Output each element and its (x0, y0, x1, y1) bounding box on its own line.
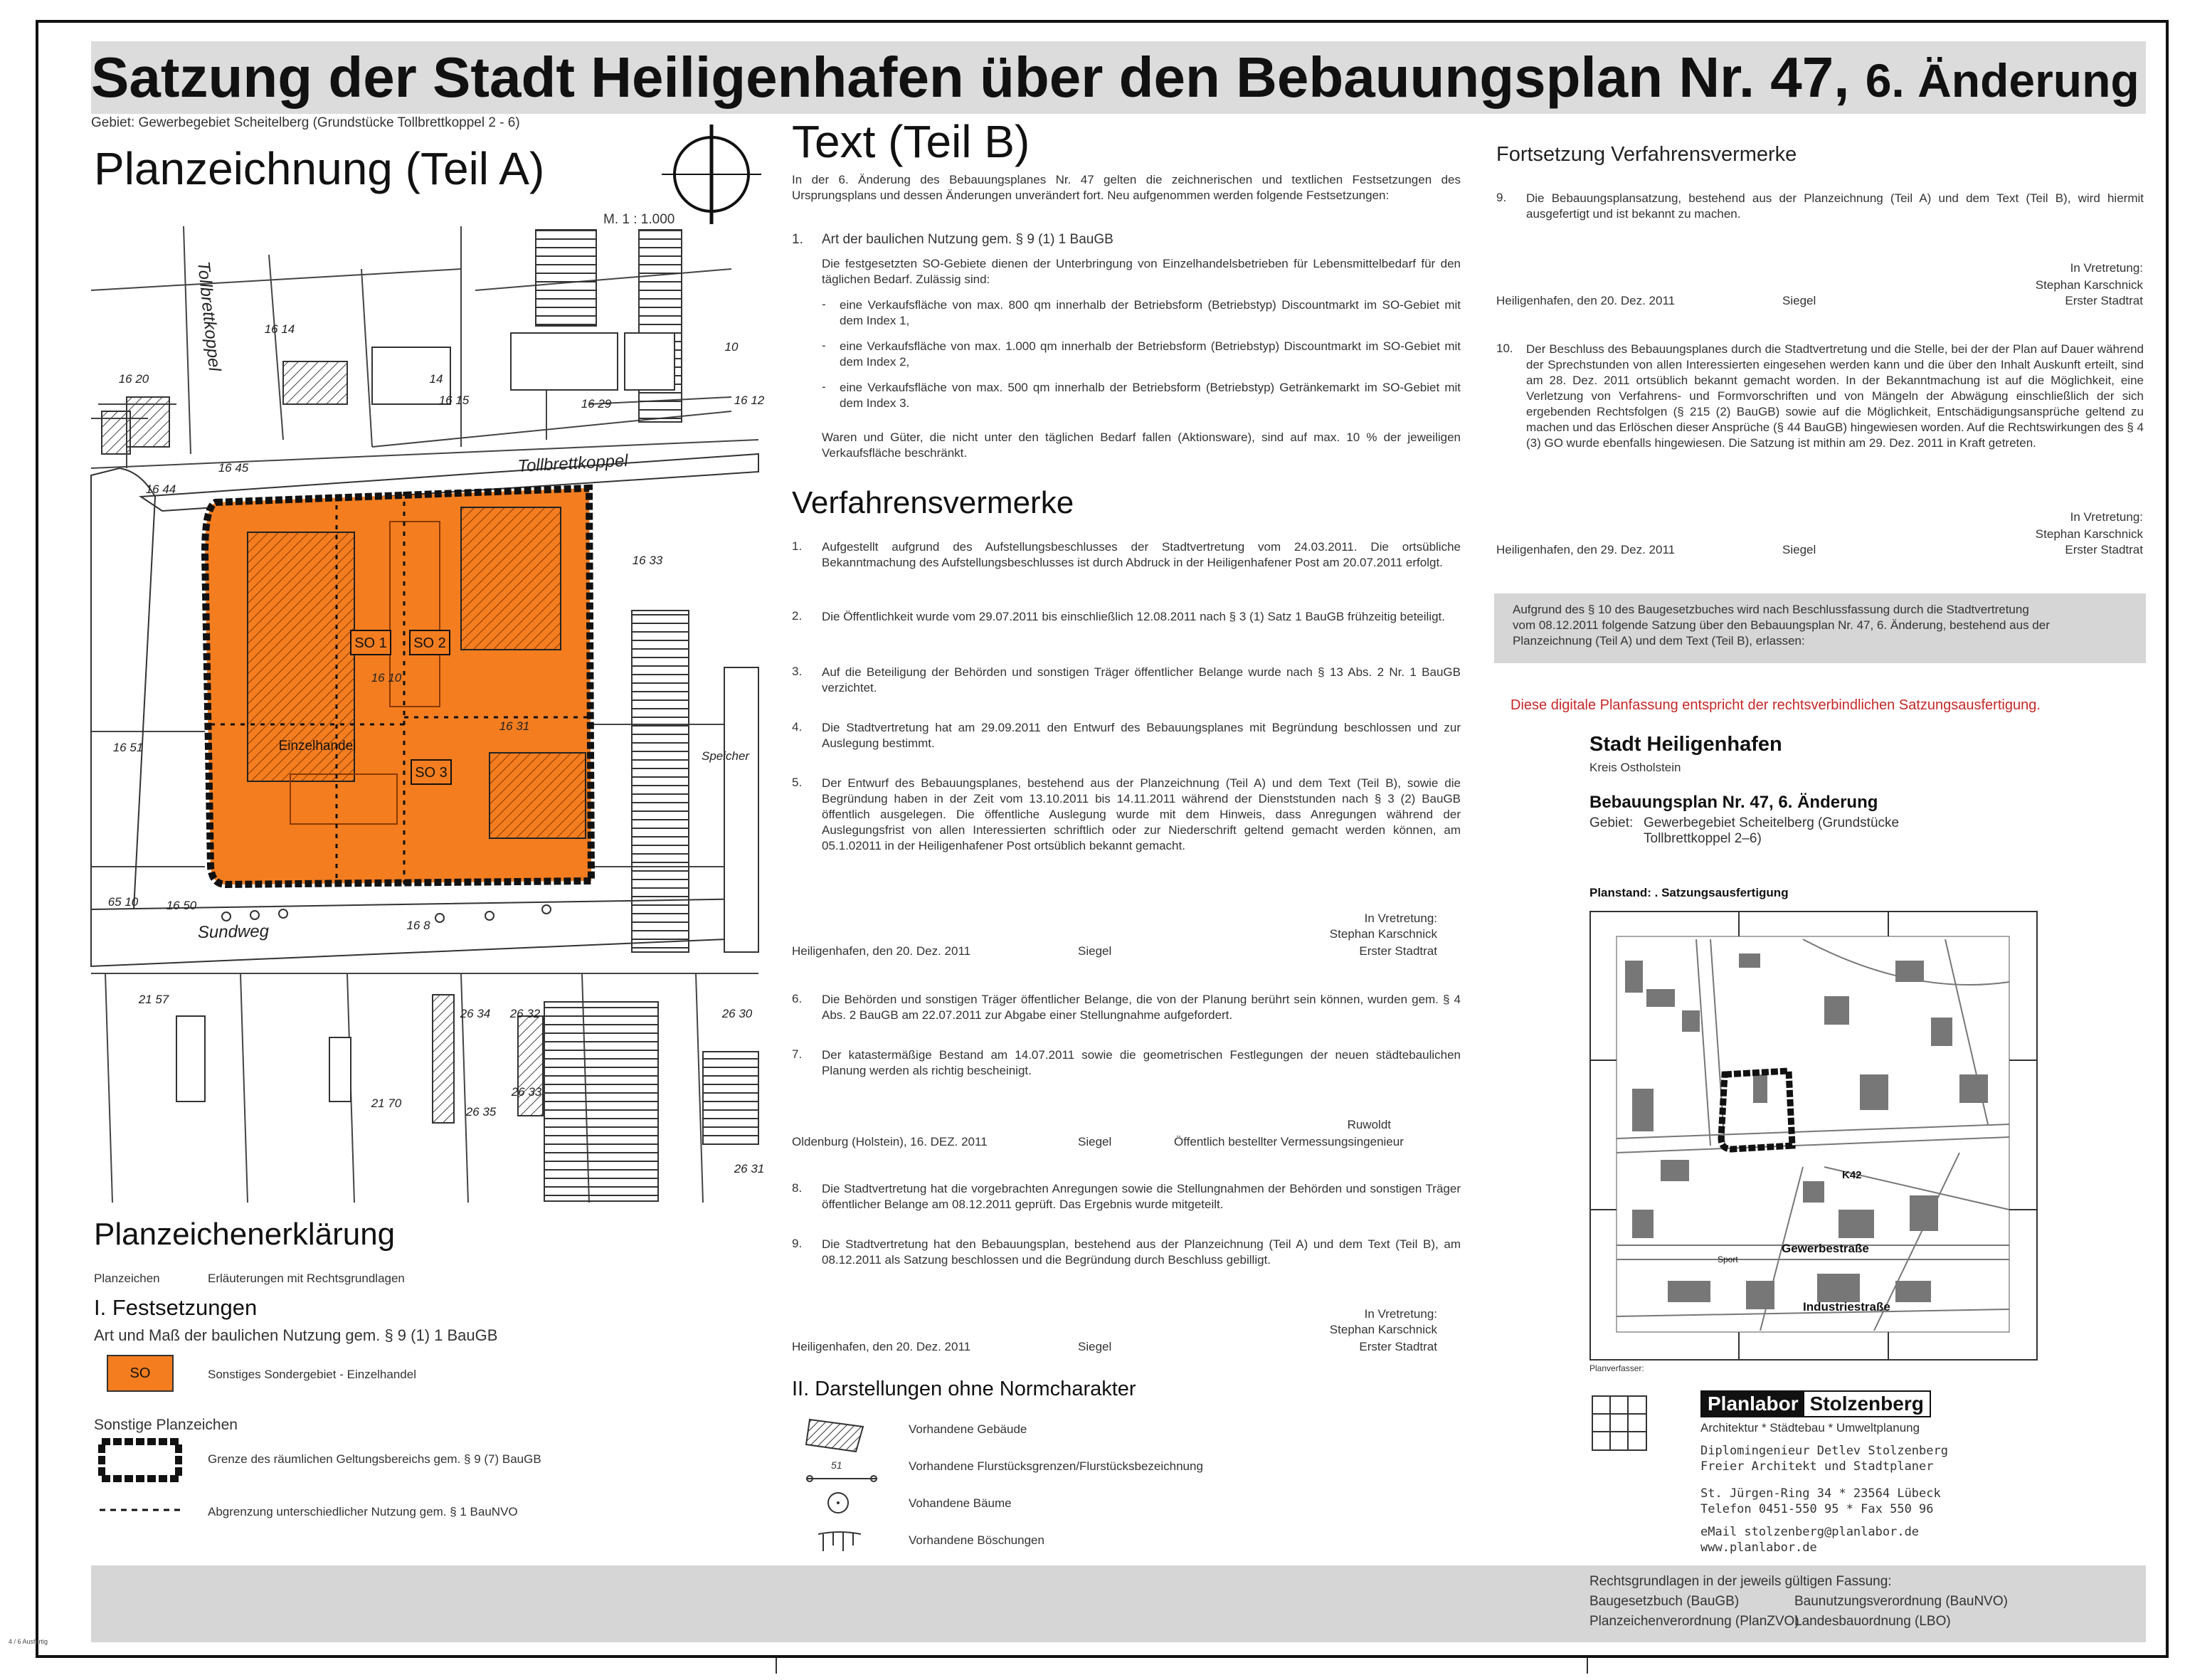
sig3-rep3: Erster Stadtrat (1359, 1340, 1437, 1353)
area-subtitle: Gebiet: Gewerbegebiet Scheitelberg (Grundstücke Tollbrettkoppel 2 - 6) (91, 115, 520, 130)
sig-b-rep3: Erster Stadtrat (2065, 543, 2143, 556)
fortsetzung-num: 9. (1496, 191, 1507, 204)
preamble-text: Aufgrund des § 10 des Baugesetzbuches wird nach Beschlussfassung durch die Stadtvertretung vom 08.12.2011 folgende Satzung über den Bebauungsplan Nr. 47, 6. Änderung, bestehend aus der Planzeichnung (Teil A) und dem Text (Teil B), erlassen: (1513, 603, 2050, 648)
fortsetzung-num: 10. (1496, 342, 1513, 355)
tb-area-text: Gewerbegebiet Scheitelberg (Grundstücke Tollbrettkoppel 2–6) (1644, 815, 1900, 846)
parcel-label: 16 15 (438, 393, 470, 407)
parcel-boundary-icon (803, 1452, 881, 1487)
parcel-label: 16 31 (499, 719, 530, 733)
verfahren-item: Aufgestellt aufgrund des Aufstellungsbeschlusses der Stadtvertretung vom 24.03.2011. Die ortsübliche Bekanntmachung des Aufstellungsbeschlusses ist durch Abdruck in der Heiligenhafener Post am 20.07.2011 erfolgt. (822, 540, 1461, 569)
text-b-heading: Text (Teil B) (792, 116, 1030, 167)
parcel-label: 14 (429, 372, 443, 386)
verfahren-num: 7. (792, 1047, 803, 1061)
sig-a-seal: Siegel (1782, 294, 1816, 307)
parcel-label: 16 33 (632, 554, 663, 567)
legend-subsection: Art und Maß der baulichen Nutzung gem. § 9 (1) 1 BauGB (94, 1326, 498, 1344)
overview-map (1589, 911, 2038, 1361)
verfahren-num: 1. (792, 539, 803, 553)
verfahren-item: Auf die Beteiligung der Behörden und sonstigen Träger öffentlicher Belange wurde nach § 13 Abs. 2 Nr. 1 BauGB verzichtet. (822, 665, 1461, 694)
parcel-symbol-number: 51 (831, 1459, 842, 1471)
slope-icon (815, 1528, 864, 1554)
fortsetzung-item10: Der Beschluss des Bebauungsplanes durch die Stadtvertretung und die Stelle, bei der der Plan auf Dauer während der Sprechstunden von allen Interessierten eingesehen werden kann und die über den Inhalt Auskunft erteilt, sind am 28. Dez. 2011 ortsüblich bekannt gemacht worden. In der Bekanntmachung ist auf die Möglichkeit, eine Verletzung von Verfahrens- und Formvorschriften und von Mängeln der Abwägung einschließlich der sich ergebenden Rechtsfolgen (§ 215 (2) BauGB) sowie auf die Möglichkeit, Entschädigungsansprüche geltend zu machen und das Erlöschen dieser Ansprüche (§ 44 BauGB) hingewiesen worden. Auf die Rechtswirkungen des § 4 (3) GO wurde ebenfalls hingewiesen. Die Satzung ist mithin am 29. Dez. 2011 in Kraft getreten. (1526, 342, 2144, 450)
verfahren-item: Die Stadtvertretung hat den Bebauungsplan, bestehend aus der Planzeichnung (Teil A) und dem Text (Teil B), am 08.12.2011 als Satzung beschlossen und die Begründung durch Beschluss gebilligt. (822, 1237, 1461, 1267)
sig-b-place: Heiligenhafen, den 29. Dez. 2011 (1496, 543, 1676, 556)
parcel-label: 26 34 (460, 1007, 491, 1020)
tb-area-label: Gebiet: (1589, 815, 1634, 830)
text-b-bullet: eine Verkaufsfläche von max. 500 qm innerhalb der Betriebsform (Betriebstyp) Getränkemarkt im SO-Gebiet mit dem Index 3. (840, 381, 1461, 410)
street-tollbrettkoppel-vertical: Tollbrettkoppel (194, 260, 225, 372)
zone-label-einzelhandel: Einzelhandel (278, 739, 356, 754)
legend-col-planzeichen: Planzeichen (94, 1272, 160, 1285)
sig3-rep1: In Vretretung: (1364, 1307, 1437, 1321)
fold-mark (1587, 1658, 1588, 1674)
zone-label-so1: SO 1 (354, 635, 387, 651)
parcel-label: 21 70 (371, 1097, 402, 1110)
parcel-label: 26 33 (511, 1085, 542, 1099)
parcel-label: 16 20 (118, 372, 149, 386)
zone-label-so3: SO 3 (415, 765, 448, 781)
firm-logo-left: Planlabor (1702, 1392, 1804, 1416)
verfahren-num: 8. (792, 1181, 803, 1195)
sig3-rep2: Stephan Karschnick (1329, 1323, 1437, 1336)
plan-scale: M. 1 : 1.000 (603, 212, 675, 227)
division-line-icon (96, 1503, 185, 1517)
tb-district: Kreis Ostholstein (1589, 761, 1681, 774)
verfahren-item: Die Behörden und sonstigen Träger öffentlicher Belange, die von der Planung berührt sein können, wurden gem. § 4 Abs. 2 BauGB am 22.07.2011 zur Abgabe einer Stellungnahme aufgefordert. (822, 993, 1461, 1022)
verfahren-heading: Verfahrensvermerke (792, 485, 1074, 520)
firm-logo-right: Stolzenberg (1804, 1392, 1930, 1416)
verfahren-num: 3. (792, 665, 803, 678)
fold-mark (776, 1658, 777, 1674)
firm-tagline: Architektur * Städtebau * Umweltplanung (1700, 1421, 1920, 1435)
legend-heading: Planzeichenerklärung (94, 1217, 396, 1252)
firm-person-title: Freier Architekt und Stadtplaner (1700, 1459, 1934, 1474)
tb-city: Stadt Heiligenhafen (1589, 733, 1782, 756)
street-sundweg: Sundweg (197, 921, 270, 942)
legend-item-gebaeude: Vorhandene Gebäude (909, 1422, 1027, 1436)
parcel-label: 16 12 (734, 393, 765, 407)
fortsetzung-heading: Fortsetzung Verfahrensvermerke (1496, 143, 1797, 166)
parcel-label: 10 (724, 340, 739, 354)
tree-icon (824, 1489, 852, 1517)
digital-note: Diese digitale Planfassung entspricht der rechtsverbindlichen Satzungsausfertigung. (1511, 697, 2041, 713)
footer-law-lbo: Landesbauordnung (LBO) (1794, 1614, 1951, 1629)
text-b-closing: Waren und Güter, die nicht unter den täglichen Bedarf fallen (Aktionsware), sind auf max. 10 % der jeweiligen Verkaufsfläche beschränkt. (822, 430, 1461, 460)
text-b-bullet: eine Verkaufsfläche von max. 1.000 qm innerhalb der Betriebsform (Betriebstyp) Discountmarkt im SO-Gebiet mit dem Index 2, (840, 339, 1461, 369)
tb-planstand: Planstand: . Satzungsausfertigung (1589, 886, 1789, 899)
sig1-place: Heiligenhafen, den 20. Dez. 2011 (792, 944, 971, 958)
text-b-intro: In der 6. Änderung des Bebauungsplanes Nr. 47 gelten die zeichnerischen und textlichen Festsetzungen des Ursprungsplans und dessen Änderungen unverändert fort. Neu aufgenommen werden folgende Festsetzungen: (792, 173, 1461, 202)
sig-a-rep1: In Vretretung: (2070, 261, 2143, 275)
legend-other-heading: Sonstige Planzeichen (94, 1417, 238, 1433)
verfahren-item: Die Stadtvertretung hat am 29.09.2011 den Entwurf des Bebauungsplanes mit Begründung beschlossen und zur Auslegung bestimmt. (822, 721, 1461, 750)
text-b-item1-title: Art der baulichen Nutzung gem. § 9 (1) 1 BauGB (822, 232, 1113, 247)
overview-label-k42: K42 (1842, 1169, 1862, 1181)
footer-law-baunvo: Baunutzungsverordnung (BauNVO) (1794, 1594, 2008, 1609)
firm-web[interactable]: www.planlabor.de (1700, 1541, 1817, 1555)
parcel-label: 16 50 (166, 899, 197, 912)
sig-a-rep2: Stephan Karschnick (2035, 278, 2143, 292)
sig-a-rep3: Erster Stadtrat (2065, 294, 2143, 307)
sig-b-rep1: In Vretretung: (2070, 510, 2143, 524)
street-tollbrettkoppel: Tollbrettkoppel (517, 450, 629, 476)
sig1-rep2: Stephan Karschnick (1329, 927, 1437, 941)
tb-planverfasser: Planverfasser: (1589, 1363, 1644, 1373)
verfahren-num: 5. (792, 776, 803, 789)
overview-label-sport: Sport (1718, 1254, 1738, 1264)
verfahren-num: 6. (792, 992, 803, 1005)
legend-so-label: Sonstiges Sondergebiet - Einzelhandel (208, 1368, 416, 1381)
overview-label-industrie: Industriestraße (1803, 1300, 1890, 1314)
parcel-label: 16 44 (145, 482, 176, 496)
legend-item-boeschungen: Vorhandene Böschungen (909, 1533, 1044, 1547)
parcel-label: 26 31 (734, 1162, 765, 1176)
legend-item-flurstueck: Vorhandene Flurstücksgrenzen/Flurstücksbezeichnung (909, 1459, 1203, 1473)
footer-law-planzvo: Planzeichenverordnung (PlanZVO) (1589, 1614, 1799, 1629)
parcel-label: 16 29 (581, 397, 612, 411)
parcel-label: 16 14 (264, 322, 295, 336)
existing-building-icon (803, 1412, 874, 1455)
parcel-label: 21 57 (138, 993, 169, 1006)
sig-a-place: Heiligenhafen, den 20. Dez. 2011 (1496, 294, 1676, 307)
firm-address: St. Jürgen-Ring 34 * 23564 Lübeck (1700, 1486, 1941, 1501)
legend-section-darstellungen: II. Darstellungen ohne Normcharakter (792, 1378, 1136, 1400)
parcel-label: 26 30 (721, 1007, 753, 1020)
parcel-label: 26 35 (465, 1105, 497, 1119)
sig-b-rep2: Stephan Karschnick (2035, 527, 2143, 541)
parcel-label: 16 8 (406, 919, 430, 932)
label-speicher: Speicher (702, 749, 750, 763)
verfahren-num: 2. (792, 609, 803, 623)
verfahren-num: 9. (792, 1237, 803, 1250)
tb-plan-title: Bebauungsplan Nr. 47, 6. Änderung (1589, 793, 1878, 812)
parcel-label: 65 10 (107, 895, 139, 909)
verfahren-item: Der Entwurf des Bebauungsplanes, bestehend aus der Planzeichnung (Teil A) und dem Text (Teil B), sowie die Begründung haben in der Zeit vom 13.10.2011 bis 14.11.2011 während der Dienststunden nach § 3 (2) BauGB öffentlich ausgelegen. Die öffentliche Auslegung wurde mit dem Hinweis, dass Anregungen während der Auslegungsfrist von allen Interessierten schriftlich oder zur Niederschrift geltend gemacht werden können, am 05.1.02011 in der Heiligenhafener Post ortsüblich bekannt gemacht. (822, 776, 1461, 852)
sig2-place: Oldenburg (Holstein), 16. DEZ. 2011 (792, 1135, 988, 1148)
firm-logo (1700, 1390, 1931, 1417)
boundary-line-icon (96, 1436, 185, 1486)
footer-law-baugb: Baugesetzbuch (BauGB) (1589, 1594, 1740, 1609)
firm-email[interactable]: eMail stolzenberg@planlabor.de (1700, 1525, 1920, 1539)
sig2-role: Öffentlich bestellter Vermessungsingenieur (1174, 1135, 1404, 1148)
legend-col-erlaeuterung: Erläuterungen mit Rechtsgrundlagen (208, 1272, 405, 1285)
parcel-label: 16 51 (112, 741, 144, 754)
plan-heading: Planzeichnung (Teil A) (94, 143, 545, 194)
sig2-seal: Siegel (1078, 1135, 1112, 1148)
firm-phone: Telefon 0451-550 95 * Fax 550 96 (1700, 1502, 1934, 1516)
sig3-seal: Siegel (1078, 1340, 1112, 1353)
margin-note: 4 / 6 Ausfertig (9, 1638, 48, 1645)
sig1-seal: Siegel (1078, 944, 1112, 958)
parcel-label: 16 45 (218, 461, 249, 475)
parcel-label: 26 32 (509, 1007, 541, 1020)
fortsetzung-item9: Die Bebauungsplansatzung, bestehend aus der Planzeichnung (Teil A) und dem Text (Teil B), wird hiermit ausgefertigt und ist bekannt zu machen. (1526, 191, 2144, 221)
text-b-item1-num: 1. (792, 232, 803, 247)
sig-b-seal: Siegel (1782, 543, 1816, 556)
zone-label-so2: SO 2 (413, 635, 446, 651)
verfahren-item: Die Öffentlichkeit wurde vom 29.07.2011 bis einschließlich 12.08.2011 nach § 3 (1) Satz 1 BauGB frühzeitig beteiligt. (822, 610, 1445, 623)
legend-section-festsetzungen: I. Festsetzungen (94, 1295, 258, 1320)
firm-person: Diplomingenieur Detlev Stolzenberg (1700, 1444, 1948, 1458)
firm-grid-logo-icon (1591, 1395, 1648, 1452)
verfahren-item: Die Stadtvertretung hat die vorgebrachten Anregungen sowie die Stellungnahmen der Behörden und sonstigen Träger öffentlicher Belange am 08.12.2011 geprüft. Das Ergebnis wurde mitgeteilt. (822, 1182, 1461, 1211)
verfahren-item: Der katastermäßige Bestand am 14.07.2011 sowie die geometrischen Festlegungen der neuen städtebaulichen Planung werden als richtig bescheinigt. (822, 1048, 1461, 1077)
legend-division-label: Abgrenzung unterschiedlicher Nutzung gem. § 1 BauNVO (208, 1505, 518, 1518)
legend-item-baeume: Vohandene Bäume (909, 1496, 1012, 1510)
text-b-bullet: eine Verkaufsfläche von max. 800 qm innerhalb der Betriebsform (Betriebstyp) Discountmarkt im SO-Gebiet mit dem Index 1, (840, 298, 1461, 327)
sig1-rep3: Erster Stadtrat (1359, 944, 1437, 958)
sig3-place: Heiligenhafen, den 20. Dez. 2011 (792, 1340, 971, 1353)
legend-boundary-label: Grenze des räumlichen Geltungsbereichs gem. § 9 (7) BauGB (208, 1452, 541, 1466)
sig1-rep1: In Vretretung: (1364, 912, 1437, 925)
text-b-item1-text: Die festgesetzten SO-Gebiete dienen der Unterbringung von Einzelhandelsbetrieben für Lebensmittelbedarf für den täglichen Bedarf. Zulässig sind: (822, 257, 1461, 286)
sig2-name: Ruwoldt (1347, 1118, 1391, 1131)
footer-heading: Rechtsgrundlagen in der jeweils gültigen Fassung: (1589, 1574, 1892, 1589)
legend-so-symbol: SO (107, 1355, 174, 1392)
plan-drawing (91, 226, 765, 1203)
page-title: Satzung der Stadt Heiligenhafen über den Bebauungsplan Nr. 47, 6. Änderung (91, 46, 2139, 109)
overview-label-gewerbe: Gewerbestraße (1782, 1242, 1869, 1255)
verfahren-num: 4. (792, 720, 803, 734)
parcel-label: 16 10 (371, 671, 402, 685)
